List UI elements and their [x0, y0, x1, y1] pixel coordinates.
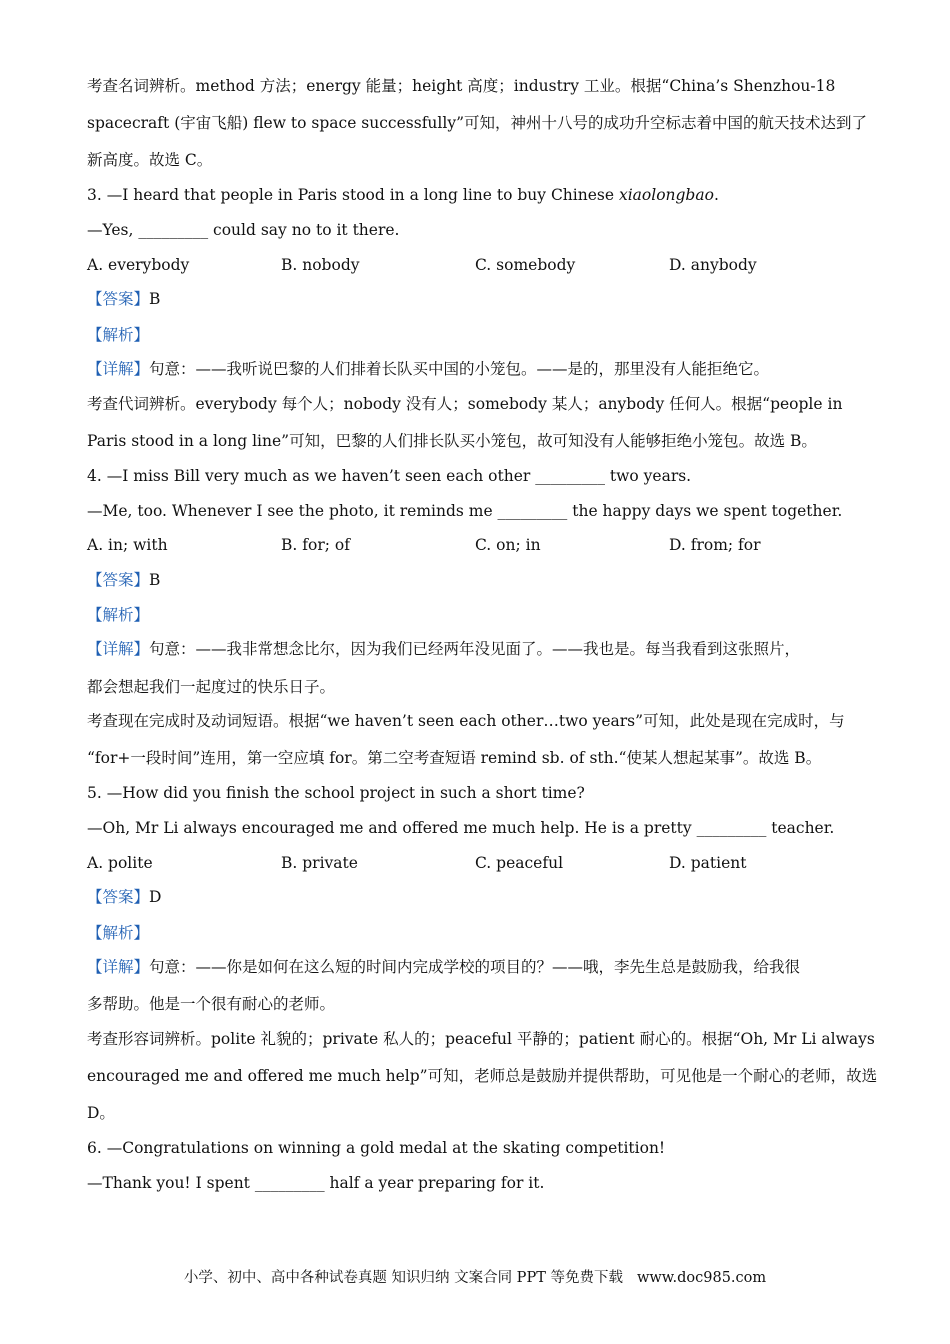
page-footer	[0, 1268, 950, 1288]
detail-tag: 【详解】	[87, 958, 150, 976]
q3-option-c: C. somebody	[475, 256, 576, 274]
q3-option-a: A. everybody	[87, 256, 190, 274]
q6-reply: —Thank you! I spent _________ half a year preparing for it.	[87, 1174, 545, 1192]
q5-answer	[87, 887, 877, 907]
q3-option-d: D. anybody	[669, 256, 757, 274]
q5-analysis-heading	[87, 923, 877, 943]
q2-explain-line-2: spacecraft (宇宙飞船) flew to space successfully”可知，神州十八号的成功升空标志着中国的航天技术达到了	[87, 114, 868, 132]
detail-tag: 【详解】	[87, 360, 150, 378]
q3-option-b: B. nobody	[281, 256, 360, 274]
answer-value: B	[149, 290, 161, 308]
q3-analysis-heading	[87, 325, 877, 345]
q4-answer	[87, 570, 877, 590]
q3-detail: 【详解】句意：——我听说巴黎的人们排着长队买中国的小笼包。——是的，那里没有人能拒绝它。	[87, 360, 770, 378]
q2-explain-line-3: 新高度。故选 C。	[87, 151, 213, 169]
q4-option-a: A. in; with	[87, 536, 168, 554]
q3-reply: —Yes, _________ could say no to it there.	[87, 221, 400, 239]
q4-explain-line-1: 考查现在完成时及动词短语。根据“we haven’t seen each other…two years”可知，此处是现在完成时，与	[87, 712, 845, 730]
q3-question: 3. —I heard that people in Paris stood in a long line to buy Chinese xiaolongbao.	[87, 186, 719, 204]
q2-explain-line-1: 考查名词辨析。method 方法；energy 能量；height 高度；industry 工业。根据“China’s Shenzhou-18	[87, 77, 836, 95]
q5-explain-line-1: 考查形容词辨析。polite 礼貌的；private 私人的；peaceful 平静的；patient 耐心的。根据“Oh, Mr Li always	[87, 1030, 875, 1048]
q3-answer	[87, 289, 877, 309]
q6-question: 6. —Congratulations on winning a gold medal at the skating competition!	[87, 1139, 666, 1157]
q5-detail-line-2: 多帮助。他是一个很有耐心的老师。	[87, 995, 336, 1013]
q3-explain-line-1: 考查代词辨析。everybody 每个人；nobody 没有人；somebody 某人；anybody 任何人。根据“people in	[87, 395, 843, 413]
footer-text: 小学、初中、高中各种试卷真题 知识归纳 文案合同 PPT 等免费下载	[183, 1270, 623, 1286]
q4-reply: —Me, too. Whenever I see the photo, it reminds me _________ the happy days we spent together.	[87, 502, 843, 520]
q4-explain-line-2: “for+一段时间”连用，第一空应填 for。第二空考查短语 remind sb. of sth.“使某人想起某事”。故选 B。	[87, 749, 822, 767]
q3-explain-line-2: Paris stood in a long line”可知，巴黎的人们排长队买小笼包，故可知没有人能够拒绝小笼包。故选 B。	[87, 432, 817, 450]
footer-url[interactable]: www.doc985.com	[636, 1270, 767, 1286]
q5-option-a: A. polite	[87, 854, 153, 872]
q4-option-c: C. on; in	[475, 536, 541, 554]
answer-value: D	[149, 888, 162, 906]
q4-option-d: D. from; for	[669, 536, 761, 554]
q4-detail-line-1: 【详解】句意：——我非常想念比尔，因为我们已经两年没见面了。——我也是。每当我看到这张照片，	[87, 640, 801, 658]
q5-detail-line-1: 【详解】句意：——你是如何在这么短的时间内完成学校的项目的？——哦，李先生总是鼓励我，给我很	[87, 958, 801, 976]
answer-tag: 【答案】	[87, 888, 150, 906]
q5-option-b: B. private	[281, 854, 358, 872]
q3-italic-word: xiaolongbao	[618, 186, 714, 204]
analysis-tag: 【解析】	[87, 326, 150, 344]
analysis-tag: 【解析】	[87, 924, 150, 942]
q5-explain-line-2: encouraged me and offered me much help”可知，老师总是鼓励并提供帮助，可见他是一个耐心的老师，故选	[87, 1067, 877, 1085]
q5-reply: —Oh, Mr Li always encouraged me and offered me much help. He is a pretty _________ teacher.	[87, 819, 835, 837]
q5-explain-line-3: D。	[87, 1104, 115, 1122]
q4-analysis-heading	[87, 605, 877, 625]
answer-tag: 【答案】	[87, 290, 150, 308]
answer-value: B	[149, 571, 161, 589]
q5-option-c: C. peaceful	[475, 854, 564, 872]
q5-question: 5. —How did you finish the school project in such a short time?	[87, 784, 585, 802]
q5-option-d: D. patient	[669, 854, 747, 872]
analysis-tag: 【解析】	[87, 606, 150, 624]
q4-option-b: B. for; of	[281, 536, 350, 554]
answer-tag: 【答案】	[87, 571, 150, 589]
detail-tag: 【详解】	[87, 640, 150, 658]
q4-question: 4. —I miss Bill very much as we haven’t seen each other _________ two years.	[87, 467, 692, 485]
q4-detail-line-2: 都会想起我们一起度过的快乐日子。	[87, 678, 336, 696]
